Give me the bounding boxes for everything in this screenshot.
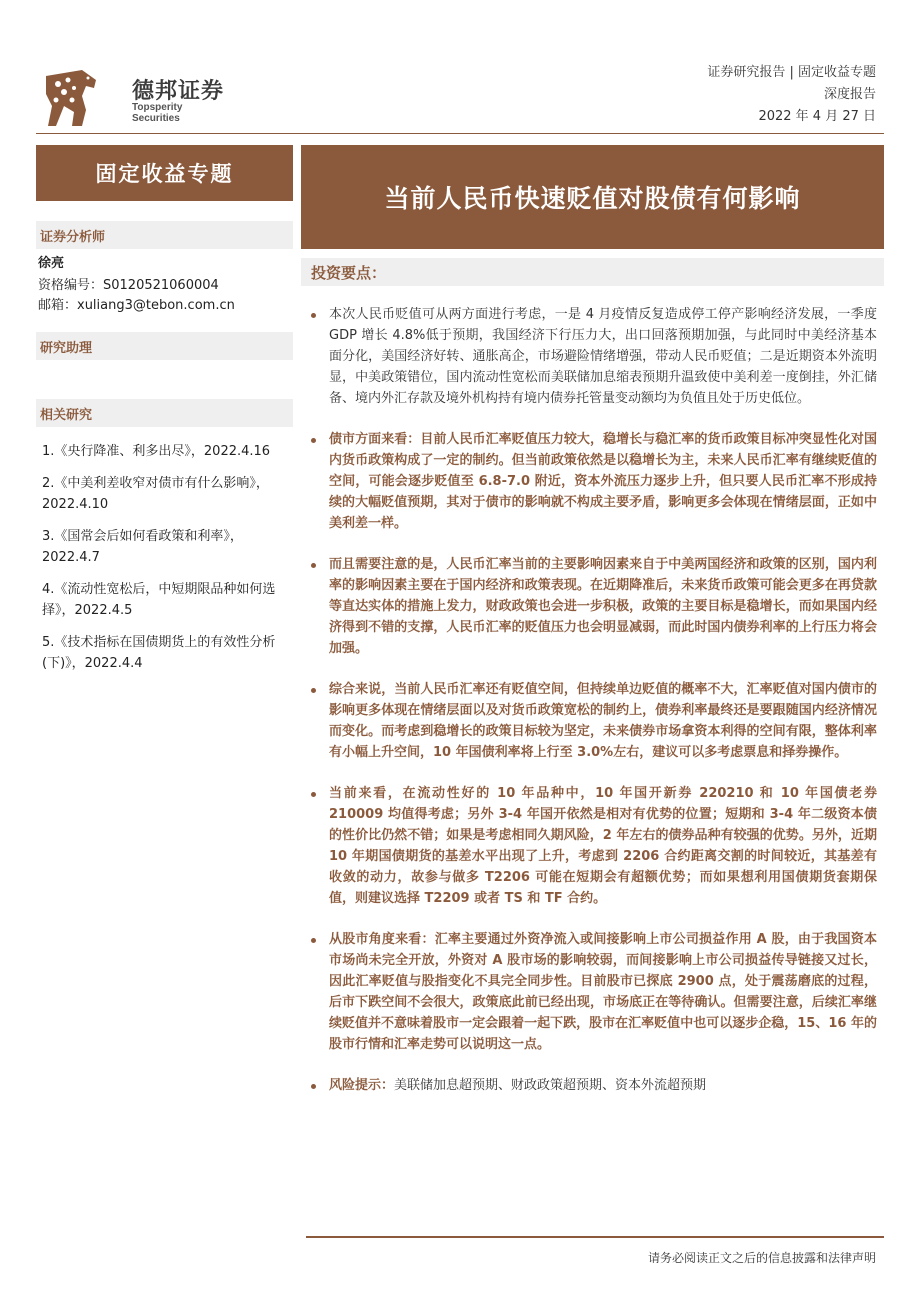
brand-name-cn: 德邦证券 <box>132 79 225 104</box>
report-title: 当前人民币快速贬值对股债有何影响 <box>301 145 884 249</box>
key-point <box>311 429 877 534</box>
related-item[interactable]: 2.《中美利差收窄对债市有什么影响》，2022.4.10 <box>42 476 269 512</box>
bullet-icon <box>311 688 316 693</box>
key-point <box>311 783 877 909</box>
related-item[interactable]: 5.《技术指标在国债期货上的有效性分析(下)》，2022.4.4 <box>42 635 276 671</box>
related-section-header: 相关研究 <box>36 399 293 427</box>
key-point <box>311 679 877 763</box>
brand-logo <box>42 66 232 130</box>
key-points-list <box>311 304 877 1116</box>
key-point <box>311 929 877 1055</box>
bullet-icon <box>311 313 316 318</box>
key-point-text: 从股市角度来看：汇率主要通过外资净流入或间接影响上市公司损益作用 A 股，由于我国资本市场尚未完全开放，外资对 A 股市场的影响较弱，而间接影响上市公司损益传导链接又过长，因此汇率贬值与股指变化不具完全同步性。目前股市已探底 2900 点，处于震荡磨底的过程，后市下跌空间不会很大，政策底此前已经出现，市场底正在等待确认。但需要注意，后续汇率继续贬值并不意味着股市一定会跟着一起下跌，股市在汇率贬值中也可以逐步企稳，15、16 年的股市行情和汇率走势可以说明这一点。 <box>329 932 877 1052</box>
analyst-license: 资格编号：S0120521060004 <box>38 278 219 293</box>
bullet-icon <box>311 1084 316 1089</box>
key-point-text: 债市方面来看：目前人民币汇率贬值压力较大，稳增长与稳汇率的货币政策目标冲突显性化对国内货币政策构成了一定的制约。但当前政策依然是以稳增长为主，未来人民币汇率有继续贬值的空间，可能会逐步贬值至 6.8-7.0 附近，资本外流压力逐步上升，但只要人民币汇率不形成持续的大幅贬值预期，其对于债市的影响就不构成主要矛盾，影响更多会体现在情绪层面，正如中美利差一样。 <box>329 432 877 531</box>
header-divider <box>36 133 884 134</box>
key-point <box>311 554 877 659</box>
report-header-meta <box>707 62 876 128</box>
key-point-text: 本次人民币贬值可从两方面进行考虑，一是 4 月疫情反复造成停工停产影响经济发展，一季度 GDP 增长 4.8%低于预期，我国经济下行压力大，出口回落预期加强，与此同时中美经济基本面分化，美国经济好转、通胀高企，市场避险情绪增强，带动人民币贬值；二是近期资本外流明显，中美政策错位，国内流动性宽松而美联储加息缩表预期升温致使中美利差一度倒挂，外汇储备、境内外汇存款及境外机构持有境内债券托管量变动额均为负值且处于历史低位。 <box>329 307 877 406</box>
bullet-icon <box>311 792 316 797</box>
report-type: 证券研究报告 | 固定收益专题 <box>707 65 876 80</box>
risk-label: 风险提示： <box>329 1078 395 1093</box>
key-point-text: 而且需要注意的是，人民币汇率当前的主要影响因素来自于中美两国经济和政策的区别，国内利率的影响因素主要在于国内经济和政策表现。在近期降准后，未来货币政策可能会更多在再贷款等直达实体的措施上发力，财政政策也会进一步积极，政策的主要目标是稳增长，而如果国内经济得到不错的支撑，人民币汇率的贬值压力也会明显减弱，而此时国内债券利率的上行压力将会加强。 <box>329 557 877 656</box>
key-points-header: 投资要点： <box>301 258 884 286</box>
key-point <box>311 304 877 409</box>
related-item[interactable]: 4.《流动性宽松后，中短期限品种如何选择》，2022.4.5 <box>42 582 276 618</box>
category-banner: 固定收益专题 <box>36 145 293 201</box>
bullet-icon <box>311 938 316 943</box>
report-subtype: 深度报告 <box>823 87 876 102</box>
key-point-text: 综合来说，当前人民币汇率还有贬值空间，但持续单边贬值的概率不大，汇率贬值对国内债市的影响更多体现在情绪层面以及对货币政策宽松的制约上，债券利率最终还是要跟随国内经济情况而变化。而考虑到稳增长的政策目标较为坚定，未来债券市场拿资本利得的空间有限，整体利率有小幅上升空间，10 年国债利率将上行至 3.0%左右，建议可以多考虑票息和择券操作。 <box>329 682 877 760</box>
footer-divider <box>306 1236 884 1238</box>
risk-warning <box>311 1075 877 1096</box>
bullet-icon <box>311 438 316 443</box>
report-date: 2022 年 4 月 27 日 <box>758 109 876 124</box>
leopard-logo-icon <box>42 66 100 130</box>
related-research-list <box>42 441 286 685</box>
related-item[interactable]: 3.《国常会后如何看政策和利率》，2022.4.7 <box>42 529 243 565</box>
footer-disclaimer: 请务必阅读正文之后的信息披露和法律声明 <box>647 1251 876 1265</box>
brand-name-en: Topsperity Securities <box>132 102 183 124</box>
analyst-name: 徐亮 <box>38 256 65 271</box>
bullet-icon <box>311 563 316 568</box>
analyst-email: 邮箱：xuliang3@tebon.com.cn <box>38 298 235 313</box>
key-point-text: 当前来看，在流动性好的 10 年品种中，10 年国开新券 220210 和 10 年国债老券 210009 均值得考虑；另外 3-4 年国开依然是相对有优势的位置；短期和 3-4 年二级资本债的性价比仍然不错；如果是考虑相同久期风险，2 年左右的债券品种有较强的优势。另外，近期 10 年期国债期货的基差水平出现了上升，考虑到 2206 合约距离交割的时间较近，其基差有收敛的动力，故参与做多 T2206 可能在短期会有超额优势；而如果想利用国债期货套期保值，则建议选择 T2209 或者 TS 和 TF 合约。 <box>329 786 877 906</box>
analyst-section-header: 证券分析师 <box>36 221 293 249</box>
risk-text: 美联储加息超预期、财政政策超预期、资本外流超预期 <box>394 1078 707 1093</box>
assistant-section-header: 研究助理 <box>36 332 293 360</box>
related-item[interactable]: 1.《央行降准、利多出尽》，2022.4.16 <box>42 444 271 459</box>
